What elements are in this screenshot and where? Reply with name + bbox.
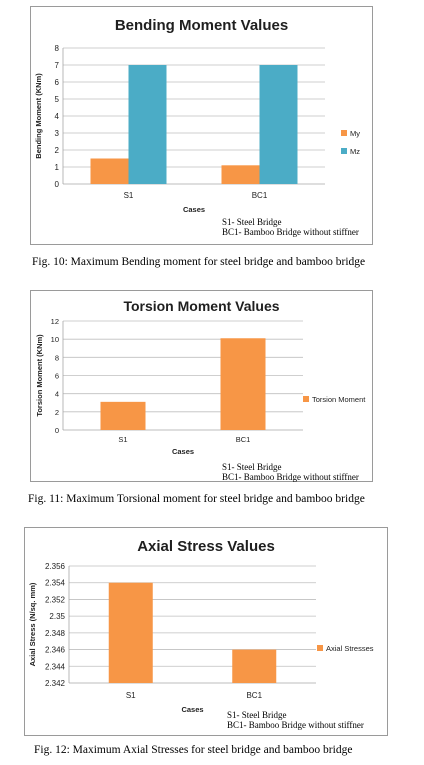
x-axis-label: Cases (181, 705, 204, 714)
y-tick-label: 8 (54, 44, 59, 53)
chart-title: Torsion Moment Values (123, 298, 280, 314)
y-tick-label: 8 (54, 353, 59, 363)
chart-note-steel: S1- Steel Bridge (222, 462, 282, 472)
chart-note-bamboo: BC1- Bamboo Bridge without stiffner (227, 720, 364, 730)
chart-axial-svg (25, 528, 387, 735)
bar-my-s1 (91, 159, 129, 185)
y-tick-label: 1 (54, 163, 59, 172)
y-axis-label: Axial Stress (N/sq. mm) (28, 582, 37, 667)
chart-note-bamboo: BC1- Bamboo Bridge without stiffner (222, 227, 359, 237)
legend-swatch (317, 645, 323, 651)
y-tick-label: 3 (54, 129, 59, 138)
chart-title: Axial Stress Values (137, 538, 275, 555)
bar-torsion-moment-s1 (101, 402, 146, 430)
chart-note-steel: S1- Steel Bridge (222, 217, 282, 227)
legend-label: Axial Stresses (326, 644, 374, 653)
y-tick-label: 2 (54, 146, 59, 155)
bar-axial-stresses-bc1 (232, 650, 276, 683)
figure-caption: Fig. 12: Maximum Axial Stresses for steel bridge and bamboo bridge (34, 744, 353, 756)
chart-panel-axial (24, 527, 388, 736)
figure-caption: Fig. 10: Maximum Bending moment for steel bridge and bamboo bridge (32, 256, 366, 268)
y-tick-label: 4 (54, 389, 59, 399)
bar-my-bc1 (222, 165, 260, 184)
bar-axial-stresses-s1 (109, 583, 153, 683)
figure-caption: Fig. 11: Maximum Torsional moment for steel bridge and bamboo bridge (28, 493, 365, 505)
y-tick-label: 2.354 (44, 578, 65, 588)
x-category-label: S1 (123, 191, 134, 200)
y-tick-label: 2.352 (44, 595, 65, 605)
y-tick-label: 6 (54, 78, 59, 87)
y-tick-label: 2.356 (44, 562, 65, 571)
bar-mz-bc1 (260, 65, 298, 184)
bar-mz-s1 (129, 65, 167, 184)
y-tick-label: 6 (54, 371, 59, 381)
y-tick-label: 5 (54, 95, 59, 104)
chart-panel-bending (30, 6, 373, 245)
chart-note-steel: S1- Steel Bridge (227, 710, 287, 720)
bar-torsion-moment-bc1 (221, 338, 266, 430)
y-tick-label: 2.35 (49, 612, 65, 622)
x-category-label: BC1 (251, 191, 268, 200)
chart-bending-svg (31, 7, 372, 244)
legend-label: My (350, 129, 360, 138)
legend-swatch (303, 396, 309, 402)
y-tick-label: 4 (54, 112, 59, 121)
y-tick-label: 2.346 (44, 645, 65, 655)
x-category-label: S1 (125, 691, 136, 700)
y-tick-label: 2.348 (44, 628, 65, 638)
y-tick-label: 2 (54, 407, 59, 417)
x-category-label: S1 (118, 435, 128, 444)
chart-panel-torsion (30, 290, 373, 482)
y-tick-label: 0 (54, 180, 59, 189)
y-axis-label: Bending Moment (KNm) (34, 73, 43, 159)
x-axis-label: Cases (171, 447, 195, 456)
chart-torsion-svg (31, 291, 372, 481)
y-tick-label: 10 (50, 335, 59, 345)
legend-label: Torsion Moment (312, 395, 366, 404)
y-tick-label: 12 (50, 317, 59, 326)
x-axis-label: Cases (182, 205, 206, 214)
y-axis-label: Torsion Moment (KNm) (35, 334, 44, 417)
y-tick-label: 0 (54, 426, 59, 435)
chart-title: Bending Moment Values (114, 17, 289, 34)
x-category-label: BC1 (246, 691, 263, 700)
legend-swatch (341, 148, 347, 154)
legend-label: Mz (350, 147, 360, 156)
chart-note-bamboo: BC1- Bamboo Bridge without stiffner (222, 472, 359, 482)
y-tick-label: 7 (54, 61, 59, 70)
legend-swatch (341, 130, 347, 136)
y-tick-label: 2.344 (44, 662, 65, 672)
y-tick-label: 2.342 (44, 679, 65, 688)
x-category-label: BC1 (235, 435, 251, 444)
